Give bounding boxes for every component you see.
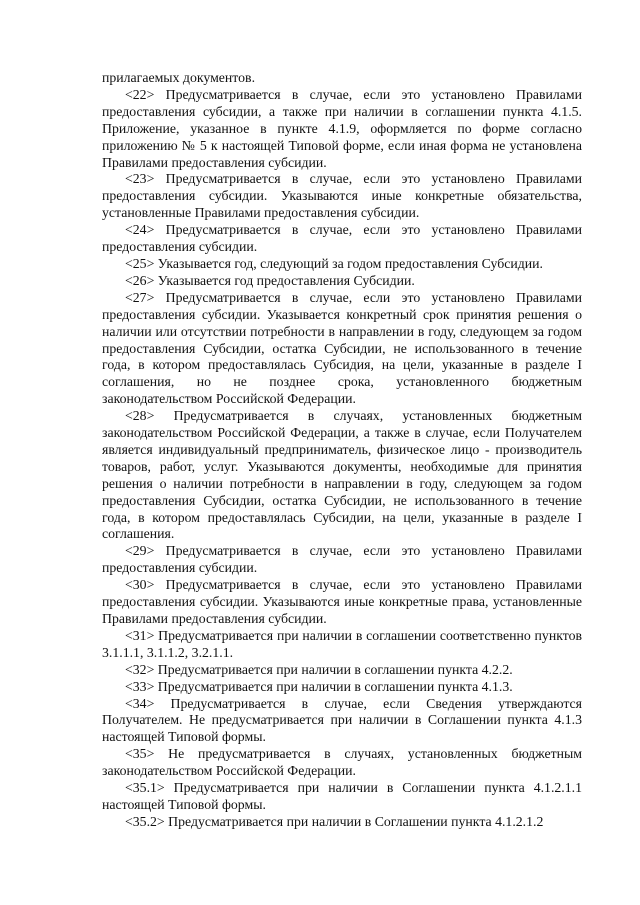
footnote-32: <32> Предусматривается при наличии в соглашении пункта 4.2.2. [125, 661, 513, 677]
footnote-28: <28> Предусматривается в случаях, установленных бюджетным законодательством Российской Федерации, а также в случае, если Получателем является индивидуальный предприниматель, физическое лицо - производитель товаров, работ, услуг. Указываются документы, необходимые для принятия решения о наличии потребности в направлении в году, следующем за годом предоставления Субсидии, остатка Субсидии, не использованного в течение года, в котором предоставлялась Субсидии, на цели, указанные в разделе I соглашения. [102, 408, 582, 542]
paragraph-continuation: прилагаемых документов. [102, 70, 256, 85]
footnote-30: <30> Предусматривается в случае, если это установлено Правилами предоставления субсидии. Указываются иные конкретные права, установленные Правилами предоставления субсидии. [102, 577, 582, 626]
footnote-22: <22> Предусматривается в случае, если это установлено Правилами предоставления субсидии, а также при наличии в соглашении пункта 4.1.5. Приложение, указанное в пункте 4.1.9, оформляется по форме согласно приложению № 5 к настоящей Типовой форме, если иная форма не установлена Правилами предоставления субсидии. [102, 86, 582, 170]
footnote-31: <31> Предусматривается при наличии в соглашении соответственно пунктов 3.1.1.1, 3.1.1.2, 3.2.1.1. [102, 627, 582, 660]
footnote-35-2: <35.2> Предусматривается при наличии в Соглашении пункта 4.1.2.1.2 [125, 813, 544, 829]
footnote-24: <24> Предусматривается в случае, если это установлено Правилами предоставления субсидии. [102, 222, 582, 255]
footnote-23: <23> Предусматривается в случае, если это установлено Правилами предоставления субсидии. Указываются иные конкретные обязательства, установленные Правилами предоставления субсидии. [102, 171, 582, 221]
footnote-25: <25> Указывается год, следующий за годом предоставления Субсидии. [125, 255, 543, 271]
document-page [102, 70, 582, 831]
footnote-33: <33> Предусматривается при наличии в соглашении пункта 4.1.3. [125, 678, 513, 694]
footnote-26: <26> Указывается год предоставления Субсидии. [125, 272, 415, 288]
footnote-27: <27> Предусматривается в случае, если это установлено Правилами предоставления субсидии. Указывается конкретный срок принятия решения о наличии или отсутствии потребности в направлении в году, следующем за годом предоставления Субсидии, остатка Субсидии, не использованного в течение года, в котором предоставлялась Субсидия, на цели, указанные в разделе I соглашения, но не позднее срока, установленного бюджетным законодательством Российской Федерации. [102, 289, 582, 407]
footnote-34: <34> Предусматривается в случае, если Сведения утверждаются Получателем. Не предусматривается при наличии в Соглашении пункта 4.1.3 настоящей Типовой формы. [102, 695, 582, 745]
footnote-29: <29> Предусматривается в случае, если это установлено Правилами предоставления субсидии. [102, 543, 582, 576]
footnote-35: <35> Не предусматривается в случаях, установленных бюджетным законодательством Российской Федерации. [102, 746, 582, 779]
footnote-35-1: <35.1> Предусматривается при наличии в Соглашении пункта 4.1.2.1.1 настоящей Типовой формы. [102, 780, 582, 812]
